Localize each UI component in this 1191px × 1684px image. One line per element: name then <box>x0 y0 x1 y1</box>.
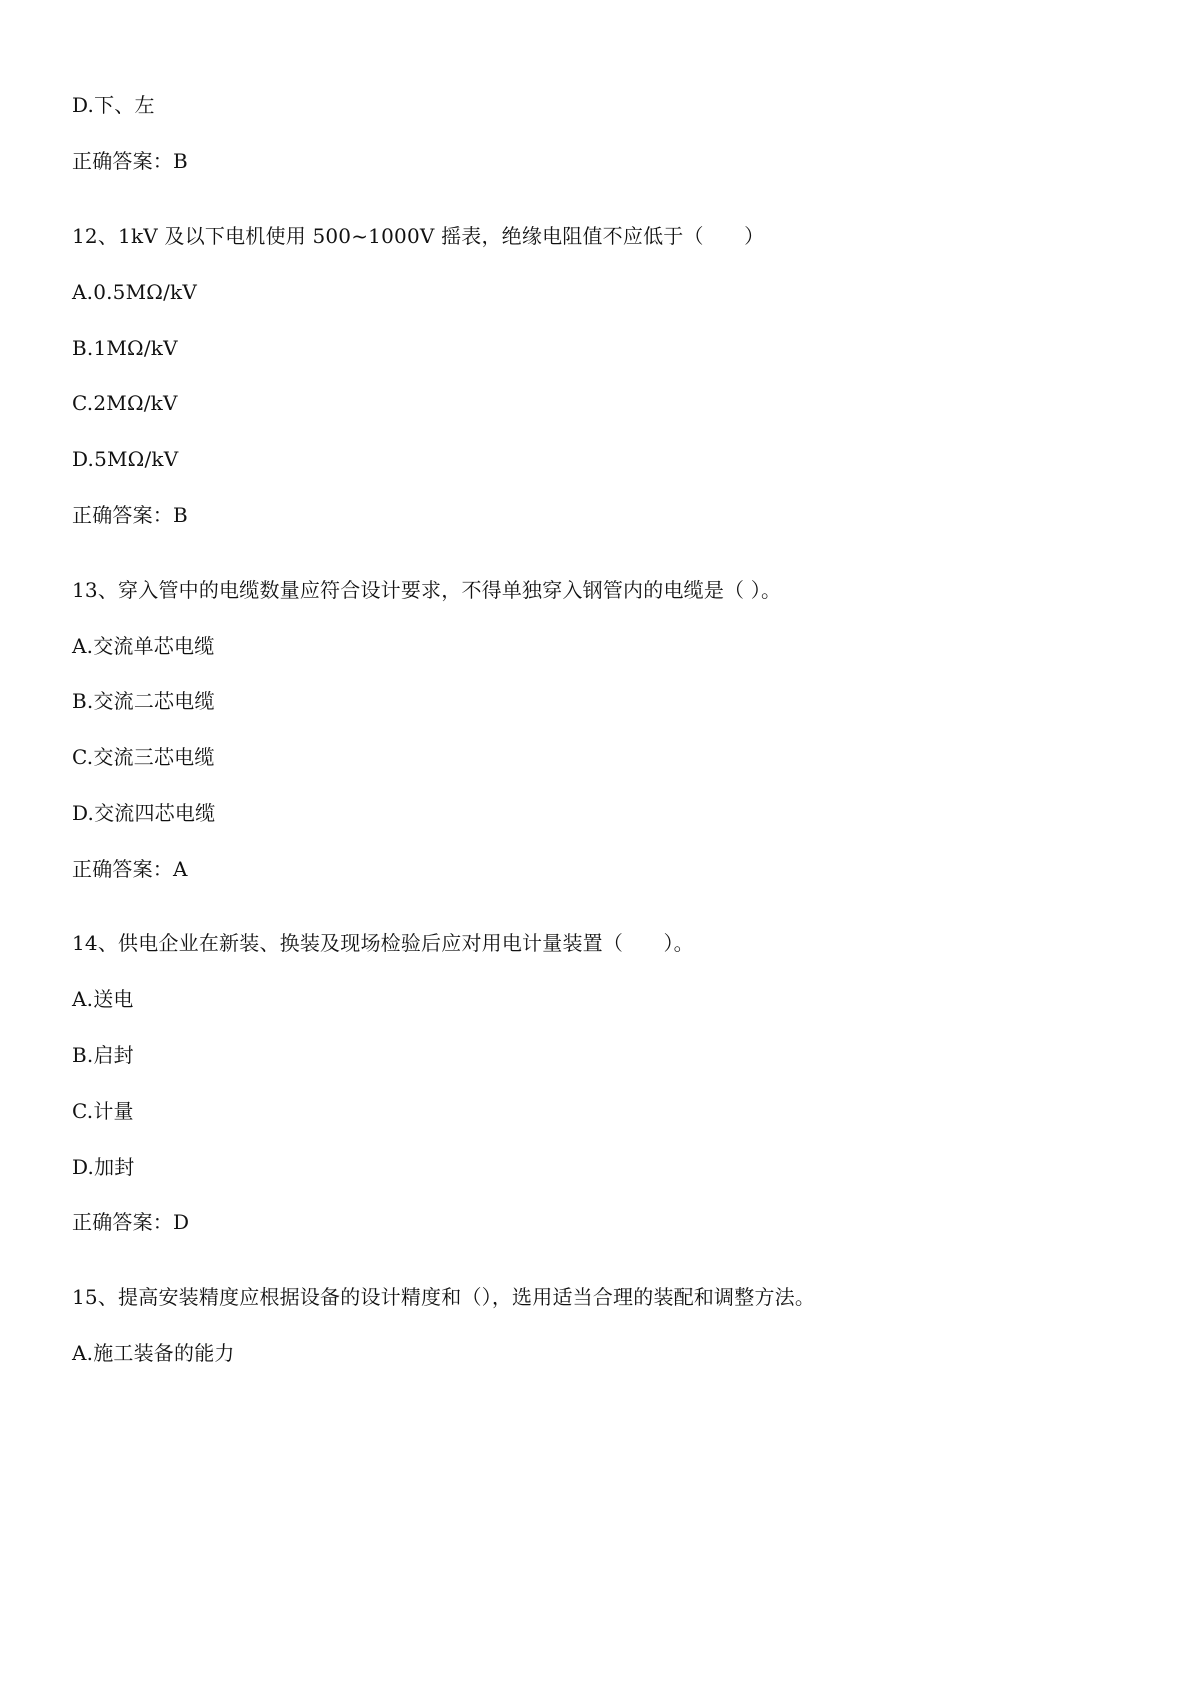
q15-option-a: A.施工装备的能力 <box>72 1341 235 1365</box>
q12-option-c: C.2MΩ/kV <box>72 391 178 415</box>
q14-question: 14、供电企业在新装、换装及现场检验后应对用电计量装置（ ）。 <box>72 931 694 955</box>
q12-option-a: A.0.5MΩ/kV <box>72 280 197 304</box>
q12-option-b: B.1MΩ/kV <box>72 336 178 360</box>
q14-answer: 正确答案：D <box>72 1210 190 1234</box>
q12-answer: 正确答案：B <box>72 503 188 527</box>
q13-option-b: B.交流二芯电缆 <box>72 689 215 713</box>
q13-answer: 正确答案：A <box>72 857 188 881</box>
q13-option-c: C.交流三芯电缆 <box>72 745 215 769</box>
q15-question: 15、提高安装精度应根据设备的设计精度和（），选用适当合理的装配和调整方法。 <box>72 1285 816 1309</box>
q13-option-a: A.交流单芯电缆 <box>72 634 215 658</box>
q12-question: 12、1kV 及以下电机使用 500~1000V 摇表，绝缘电阻值不应低于（ ） <box>72 224 765 248</box>
q14-option-a: A.送电 <box>72 987 134 1011</box>
q14-option-c: C.计量 <box>72 1099 134 1123</box>
q11-answer: 正确答案：B <box>72 149 188 173</box>
q14-option-b: B.启封 <box>72 1043 134 1067</box>
q14-option-d: D.加封 <box>72 1155 135 1179</box>
q13-question: 13、穿入管中的电缆数量应符合设计要求，不得单独穿入钢管内的电缆是（ ）。 <box>72 578 782 602</box>
q12-option-d: D.5MΩ/kV <box>72 447 179 471</box>
q11-option-d: D.下、左 <box>72 93 155 117</box>
q13-option-d: D.交流四芯电缆 <box>72 801 216 825</box>
